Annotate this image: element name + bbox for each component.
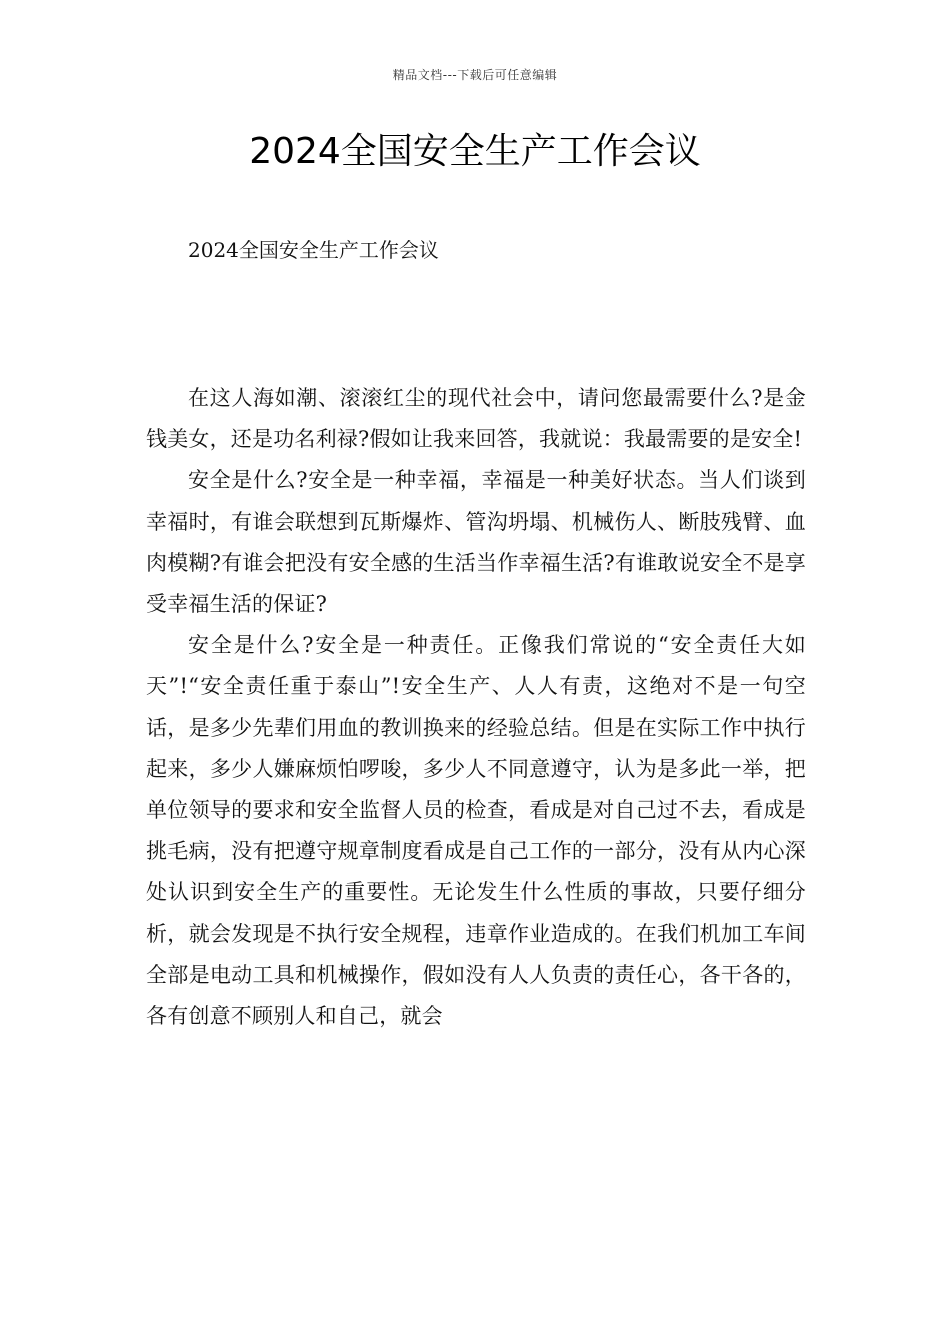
paragraph-3: 安全是什么?安全是一种责任。正像我们常说的“安全责任大如天”!“安全责任重于泰山”!安全生产、人人有责，这绝对不是一句空话，是多少先辈们用血的教训换来的经验总结。但是在实际工作中执行起来，多少人嫌麻烦怕啰唆，多少人不同意遵守，认为是多此一举，把单位领导的要求和安全监督人员的检查，看成是对自己过不去，看成是挑毛病，没有把遵守规章制度看成是自己工作的一部分，没有从内心深处认识到安全生产的重要性。无论发生什么性质的事故，只要仔细分析，就会发现是不执行安全规程，违章作业造成的。在我们机加工车间全部是电动工具和机械操作，假如没有人人负责的责任心，各干各的，各有创意不顾别人和自己，就会 — [146, 633, 806, 1029]
header-note: 精品文档---下载后可任意编辑 — [392, 68, 558, 82]
paragraph-2: 安全是什么?安全是一种幸福，幸福是一种美好状态。当人们谈到幸福时，有谁会联想到瓦斯爆炸、管沟坍塌、机械伤人、断肢残臂、血肉模糊?有谁会把没有安全感的生活当作幸福生活?有谁敢说安全不是享受幸福生活的保证? — [146, 468, 806, 617]
document-subtitle: 2024全国安全生产工作会议 — [188, 238, 439, 262]
paragraph-1: 在这人海如潮、滚滚红尘的现代社会中，请问您最需要什么?是金钱美女，还是功名利禄?假如让我来回答，我就说：我最需要的是安全! — [146, 386, 806, 452]
document-title: 2024全国安全生产工作会议 — [249, 131, 701, 172]
document-body — [146, 378, 806, 1037]
